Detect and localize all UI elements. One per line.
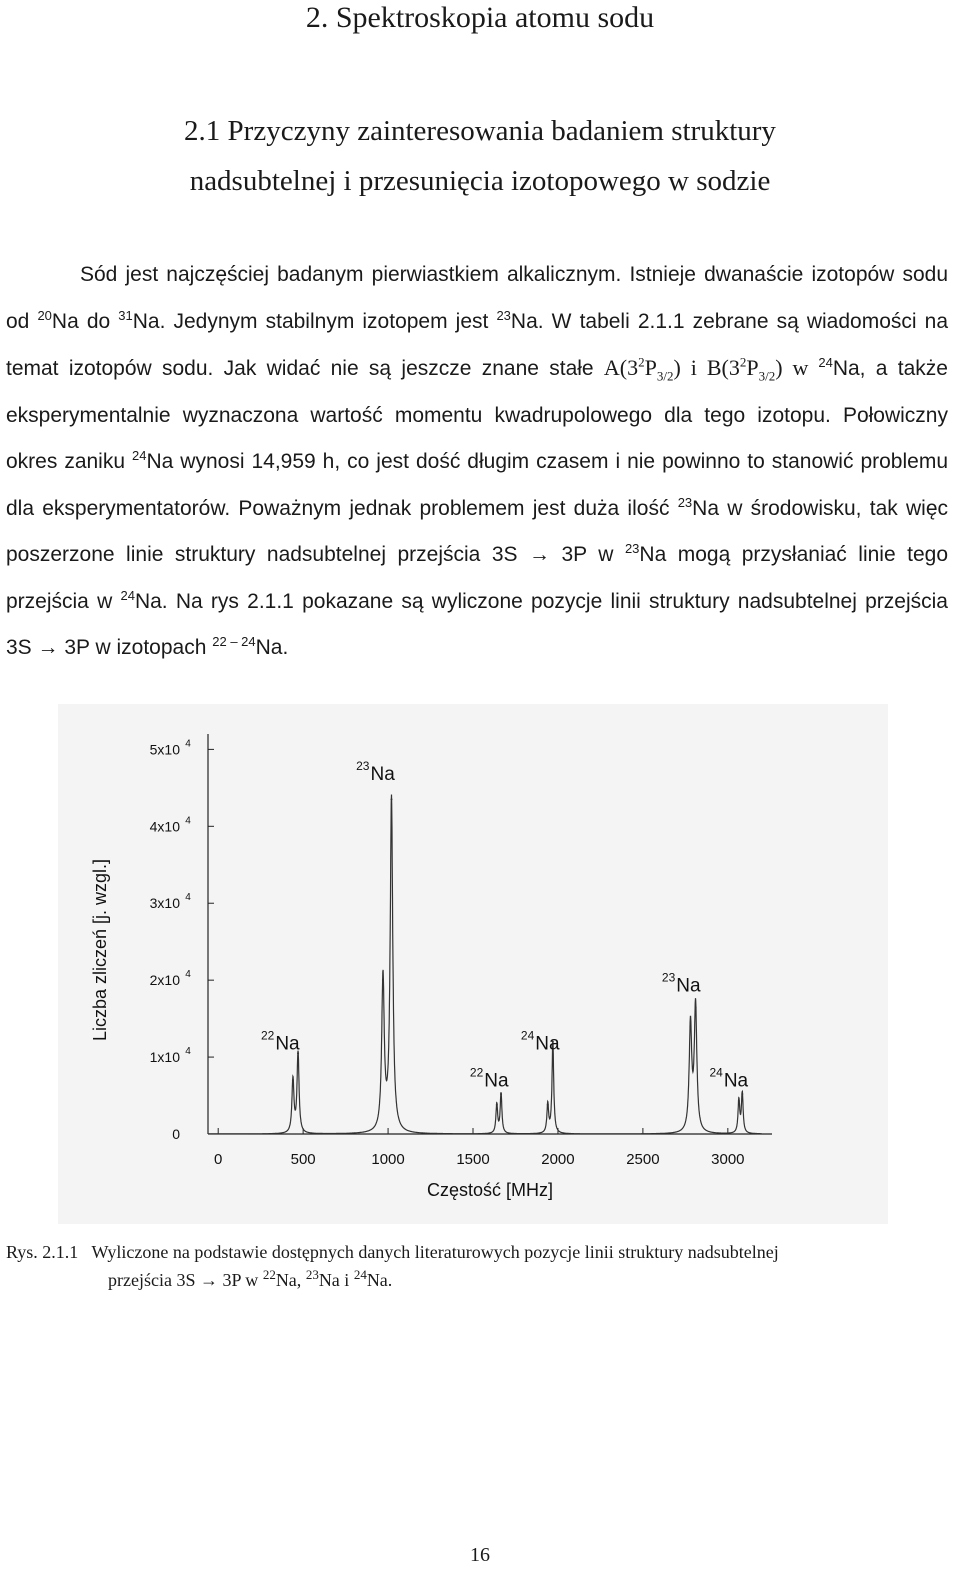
- peak-label-element: Na: [370, 764, 395, 786]
- peak-label-element: Na: [676, 975, 701, 997]
- peak-label-element: Na: [723, 1070, 749, 1092]
- peak-label-mass: 23: [661, 970, 676, 985]
- peak-label-element: Na: [484, 1070, 509, 1092]
- spectrum-chart: [58, 704, 888, 1224]
- section-title: [60, 106, 900, 206]
- figure-caption: Rys. 2.1.1 Wyliczone na podstawie dostępnych danych literaturowych pozycje linii struktury nadsubtelnej przejścia 3S → 3P w $^{22}$Na, $^{23}$Na i $^{24}$Na.: [6, 1242, 779, 1290]
- spectrum-peak-point: [500, 1093, 502, 1095]
- body-paragraph: Sód jest najczęściej badanym pierwiastkiem alkalicznym. Istnieje dwanaście izotopów sodu od $^{20}$Na do $^{31}$Na. Jedynym stabilnym izotopem jest $^{23}$Na. W tabeli 2.1.1 zebrane są wiadomości na temat izotopów sodu. Jak widać nie są jeszcze znane stałe $A(3^2P_{3/2})$ i $B(3^2P_{3/2})$ w $^{24}$Na, a także eksperymentalnie wyznaczona wartość momentu kwadrupolowego dla tego izotopu. Połowiczny okres zaniku $^{24}$Na wynosi 14,959 h, co jest dość długim czasem i nie powinno to stanowić problemu dla eksperymentatorów. Poważnym jednak problemem jest duża ilość $^{23}$Na w środowisku, tak więc poszerzone linie struktury nadsubtelnej przejścia 3S → 3P w $^{23}$Na mogą przysłaniać linie tego przejścia w $^{24}$Na. Na rys 2.1.1 pokazane są wyliczone pozycje linii struktury nadsubtelnej przejścia 3S → 3P w izotopach $^{22 - 24}$Na.: [6, 263, 949, 659]
- spectrum-peak-point: [547, 1104, 549, 1106]
- y-tick-exponent: 4: [185, 1046, 191, 1058]
- spectrum-peak-point: [689, 1025, 691, 1027]
- y-axis-label: Liczba zliczeń [j. wzgl.]: [90, 858, 110, 1042]
- spectrum-peak-point: [738, 1100, 740, 1102]
- y-tick-label: 0: [172, 1126, 180, 1142]
- spectrum-peak-point: [382, 979, 384, 981]
- spectrum-peak-point: [695, 1006, 697, 1008]
- y-tick-exponent: 4: [185, 969, 191, 981]
- x-tick-label: 2500: [626, 1151, 660, 1168]
- y-tick-label: 4x10: [149, 818, 180, 835]
- y-tick-exponent: 4: [185, 892, 191, 904]
- y-tick-exponent: 4: [185, 738, 191, 750]
- x-tick-label: 1500: [456, 1151, 490, 1168]
- x-tick-label: 500: [290, 1151, 316, 1168]
- y-tick-label: 1x10: [149, 1049, 180, 1066]
- peak-label-mass: 23: [356, 759, 370, 774]
- peak-label-element: Na: [535, 1033, 560, 1055]
- section-title-line2: nadsubtelnej i przesunięcia izotopowego w sodzie: [189, 165, 771, 197]
- caption-label: Rys. 2.1.1: [6, 1242, 79, 1262]
- y-tick-label: 3x10: [149, 895, 180, 912]
- chapter-title: 2. Spektroskopia atomu sodu: [305, 1, 655, 34]
- x-tick-label: 1000: [371, 1151, 405, 1168]
- peak-label-element: Na: [275, 1033, 300, 1055]
- x-axis-label: Częstość [MHz]: [426, 1180, 554, 1200]
- x-tick-label: 0: [214, 1151, 223, 1168]
- peak-label-mass: 24: [709, 1065, 723, 1080]
- spectrum-peak-point: [496, 1104, 498, 1106]
- spectrum-peak-point: [741, 1093, 743, 1095]
- spectrum-peak-point: [292, 1079, 294, 1081]
- y-tick-label: 2x10: [149, 972, 180, 989]
- page-number: 16: [470, 1544, 490, 1566]
- peak-label-mass: 24: [520, 1028, 535, 1043]
- x-tick-label: 2000: [541, 1151, 575, 1168]
- section-title-line1: 2.1 Przyczyny zainteresowania badaniem struktury: [184, 115, 776, 147]
- spectrum-peak-point: [390, 798, 392, 800]
- peak-label-mass: 22: [260, 1028, 275, 1043]
- x-tick-label: 3000: [711, 1151, 745, 1168]
- y-tick-exponent: 4: [185, 815, 191, 827]
- y-tick-label: 5x10: [149, 741, 180, 758]
- peak-label-mass: 22: [469, 1065, 484, 1080]
